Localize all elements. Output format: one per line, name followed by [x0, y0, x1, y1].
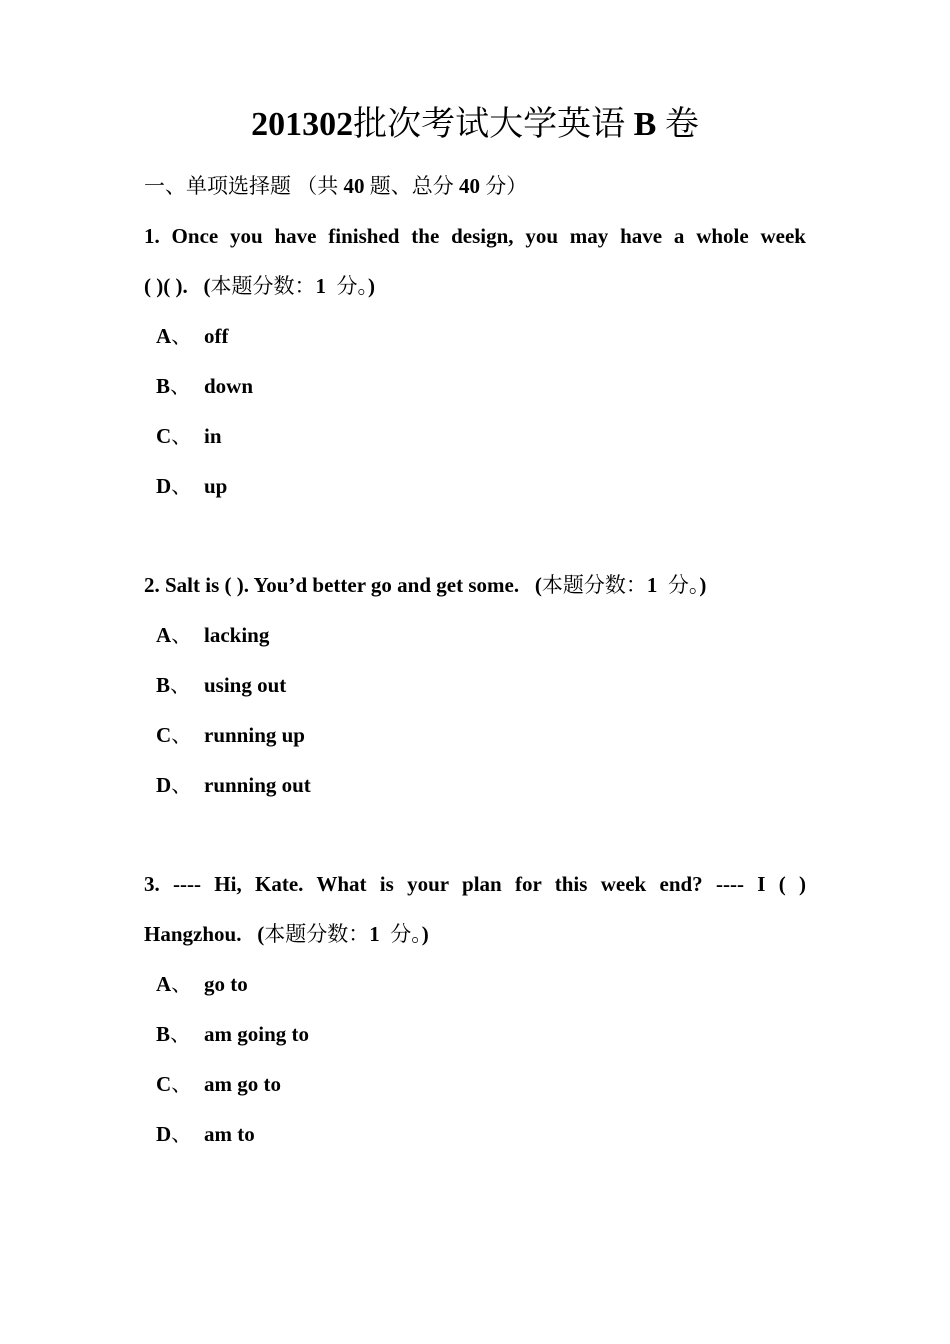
- question-3-text-line1: 3. ---- Hi, Kate. What is your plan for this week end? ---- I ( ): [144, 872, 806, 896]
- question-3-option-c[interactable]: C、 am go to: [156, 1072, 281, 1096]
- title-batch-number: 201302: [251, 106, 354, 143]
- question-2-option-c[interactable]: C、 running up: [156, 723, 305, 747]
- page-title: [0, 103, 950, 147]
- question-2-option-d[interactable]: D、 running out: [156, 773, 311, 797]
- question-3-stem-end: Hangzhou.: [144, 922, 242, 946]
- question-1-option-a[interactable]: A、 off: [156, 324, 229, 348]
- question-3-score: (本题分数：1 分。): [257, 922, 429, 946]
- title-paper-suffix: 卷: [664, 106, 699, 143]
- question-1-text-line1: 1. Once you have finished the design, you may have a whole week: [144, 224, 806, 248]
- question-2-option-b[interactable]: B、 using out: [156, 673, 287, 697]
- question-2-option-a[interactable]: A、 lacking: [156, 623, 270, 647]
- question-1-score: (本题分数：1 分。): [203, 274, 375, 298]
- question-1-option-b[interactable]: B、 down: [156, 374, 254, 398]
- question-1-option-d[interactable]: D、 up: [156, 474, 228, 498]
- question-2-stem: 2. Salt is ( ). You’d better go and get some.: [144, 573, 520, 597]
- title-exam-name: 批次考试大学英语: [353, 106, 626, 143]
- section-label: 一、单项选择题 （共: [144, 174, 339, 198]
- question-2-score: (本题分数：1 分。): [534, 573, 707, 597]
- question-2-text-line1: [144, 571, 806, 599]
- question-1-text-line2: [144, 272, 806, 300]
- question-1-option-c[interactable]: C、 in: [156, 424, 222, 448]
- section-question-count: 40: [343, 174, 365, 198]
- title-paper-letter: B: [633, 106, 657, 143]
- question-3-option-a[interactable]: A、 go to: [156, 972, 248, 996]
- section-heading: [144, 172, 527, 200]
- section-end-text: 分）: [485, 174, 528, 198]
- section-total-score: 40: [459, 174, 480, 198]
- question-1-blank: ( )( ).: [144, 274, 188, 298]
- question-3-option-b[interactable]: B、 am going to: [156, 1022, 309, 1046]
- question-3-option-d[interactable]: D、 am to: [156, 1122, 255, 1146]
- question-3-text-line2: [144, 920, 806, 948]
- section-mid-text: 题、总分: [369, 174, 454, 198]
